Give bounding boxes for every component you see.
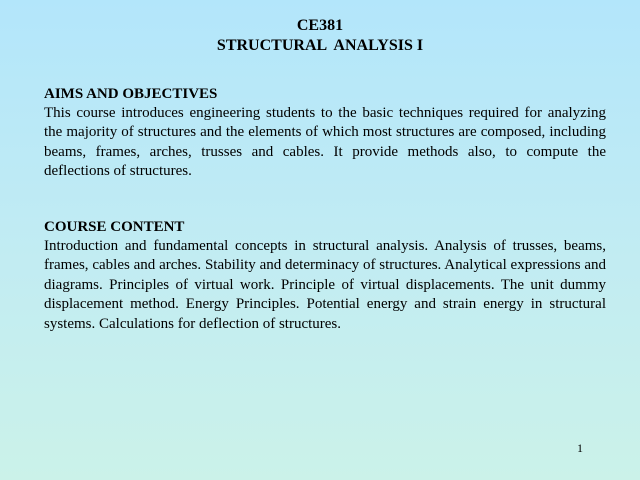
page-number: 1	[577, 441, 583, 455]
course-code: CE381	[296, 17, 344, 34]
course-content-section	[44, 217, 606, 334]
title-block	[0, 16, 640, 56]
course-title: STRUCTURAL ANALYSIS I	[216, 37, 424, 54]
aims-body: This course introduces engineering students to the basic techniques required for analyzing the majority of structures and the elements of which most structures are composed, including beams, frames, arches, trusses and cables. It provide methods also, to compute the deflections of structures.	[44, 105, 606, 180]
aims-section	[44, 84, 606, 182]
aims-heading: AIMS AND OBJECTIVES	[44, 86, 218, 102]
course-content-body: Introduction and fundamental concepts in structural analysis. Analysis of trusses, beams, frames, cables and arches. Stability and determinacy of structures. Analytical expressions and diagrams. Principles of virtual work. Principle of virtual displacements. The unit dummy displacement method. Energy Principles. Potential energy and strain energy in structural systems. Calculations for deflection of structures.	[44, 238, 606, 332]
course-content-heading: COURSE CONTENT	[44, 219, 185, 235]
